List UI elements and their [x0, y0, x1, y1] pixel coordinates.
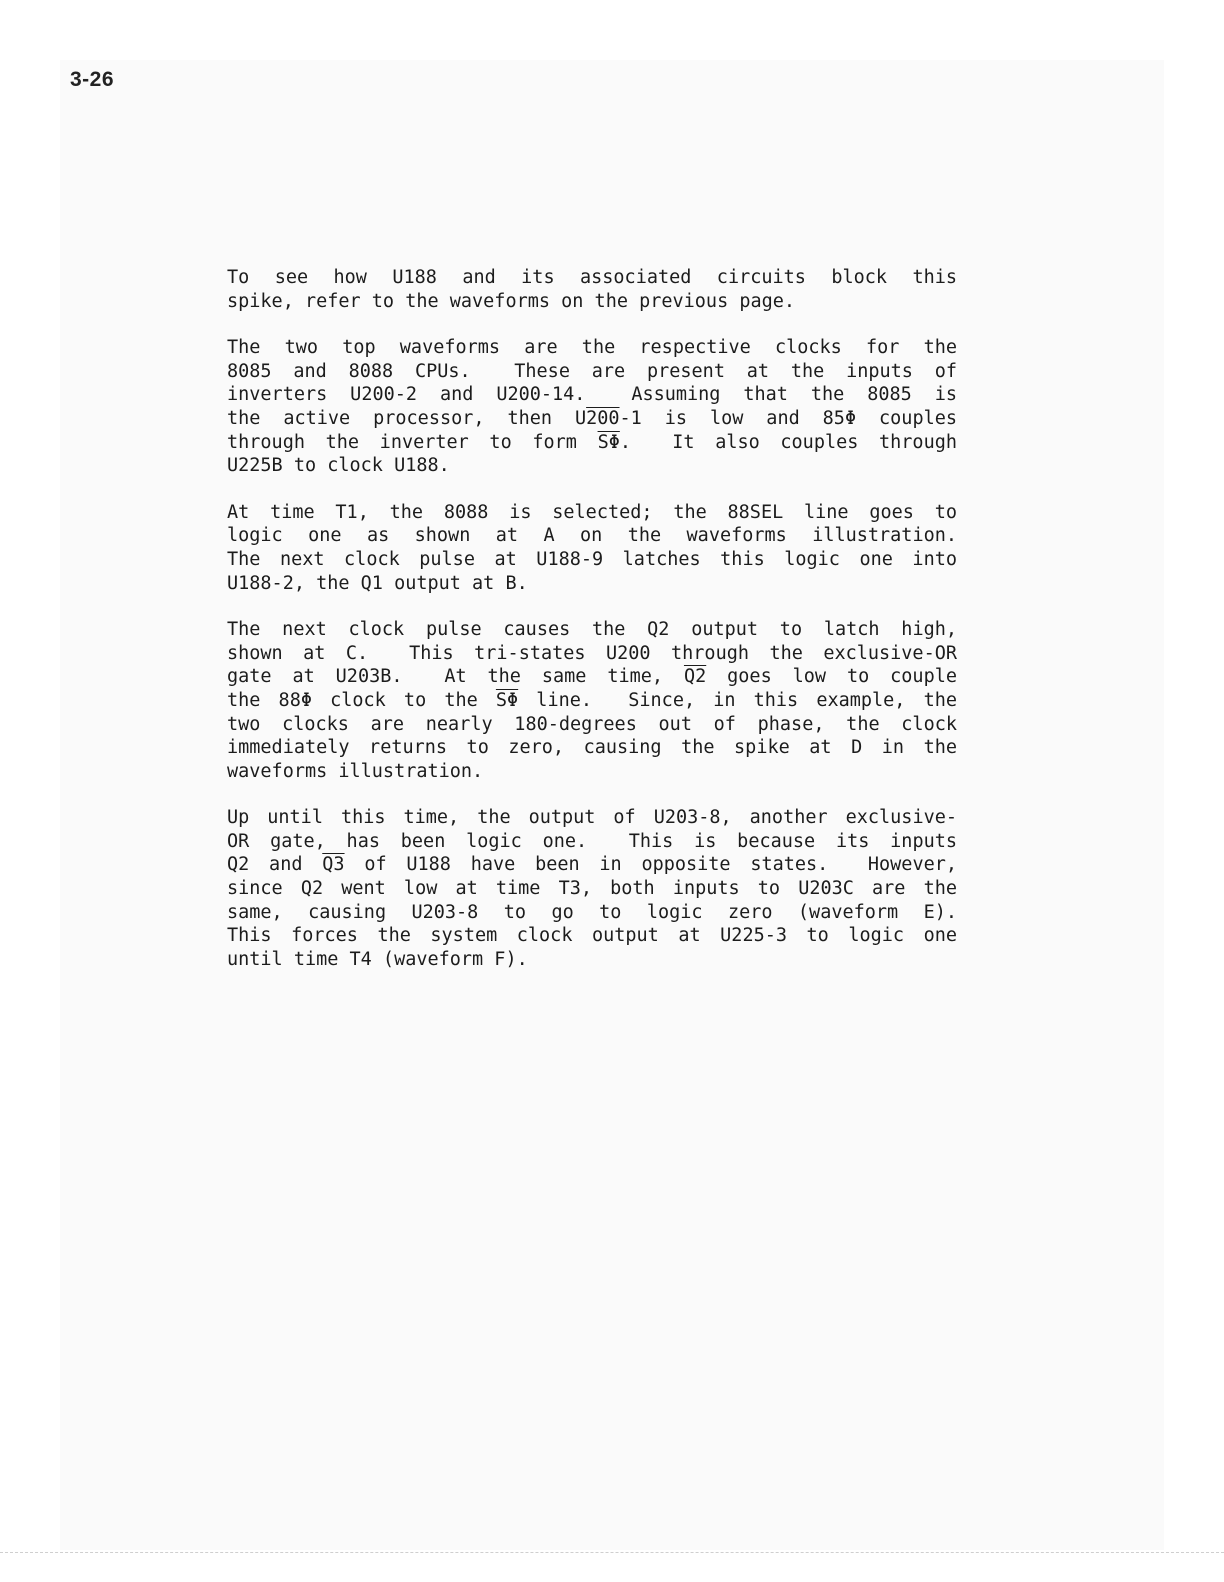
document-body: [227, 266, 957, 994]
text-line: 8085 and 8088 CPUs. These are present at the inputs of: [227, 360, 957, 382]
text-line: The next clock pulse at U188-9 latches this logic one into: [227, 548, 957, 570]
text-line: gate at U203B. At the same time, Q2 goes low to couple: [227, 666, 957, 688]
text-line: To see how U188 and its associated circuits block this: [227, 267, 957, 288]
text-line: two clocks are nearly 180-degrees out of phase, the clock: [227, 713, 957, 735]
text-line: inverters U200-2 and U200-14. Assuming that the 8085 is: [227, 384, 957, 406]
text-line: This forces the system clock output at U225-3 to logic one: [227, 925, 957, 947]
text-line: U188-2, the Q1 output at B.: [227, 572, 528, 594]
text-line: The next clock pulse causes the Q2 output to latch high,: [227, 619, 957, 641]
text-line: the 88Φ clock to the $\overline{S\Phi}$ line. Since, in this example, the: [227, 689, 957, 711]
paragraph-3: [227, 501, 957, 595]
paragraph-2: [227, 336, 957, 478]
text-line: At time T1, the 8088 is selected; the 88SEL line goes to: [227, 501, 957, 523]
text-line: U225B to clock U188.: [227, 455, 450, 477]
overbar-text: Q2: [683, 666, 707, 688]
text-line: until time T4 (waveform F).: [227, 948, 528, 970]
text-line: Up until this time, the output of U203-8, another exclusive-: [227, 807, 957, 829]
text-line: the active processor, then U200-1 is low and 85Φ couples: [227, 407, 957, 429]
text-line: through the inverter to form $\overline{S\Phi}$. It also couples through: [227, 431, 957, 453]
text-line: immediately returns to zero, causing the spike at D in the: [227, 737, 957, 759]
paragraph-1: [227, 266, 957, 313]
page-number: 3-26: [70, 68, 115, 91]
text-line: spike, refer to the waveforms on the previous page.: [227, 290, 796, 312]
overbar-text: Q3: [322, 854, 345, 876]
overbar-text: $\overline{S\Phi}$: [597, 431, 620, 453]
scan-edge-line: [0, 1552, 1224, 1553]
text-line: logic one as shown at A on the waveforms illustration.: [227, 525, 957, 547]
text-line: The two top waveforms are the respective clocks for the: [227, 337, 957, 359]
paragraph-5: [227, 806, 957, 971]
text-line: since Q2 went low at time T3, both inputs to U203C are the: [227, 878, 957, 900]
text-line: waveforms illustration.: [227, 760, 484, 782]
paragraph-4: [227, 618, 957, 783]
overbar-text: $\overline{S\Phi}$: [495, 689, 519, 711]
text-line: shown at C. This tri-states U200 through the exclusive-OR: [227, 642, 957, 664]
text-line: same, causing U203-8 to go to logic zero (waveform E).: [227, 901, 957, 923]
text-line: OR gate, has been logic one. This is because its inputs: [227, 830, 957, 852]
overbar-text: 200: [586, 407, 620, 429]
text-line: Q2 and Q3 of U188 have been in opposite states. However,: [227, 854, 957, 876]
